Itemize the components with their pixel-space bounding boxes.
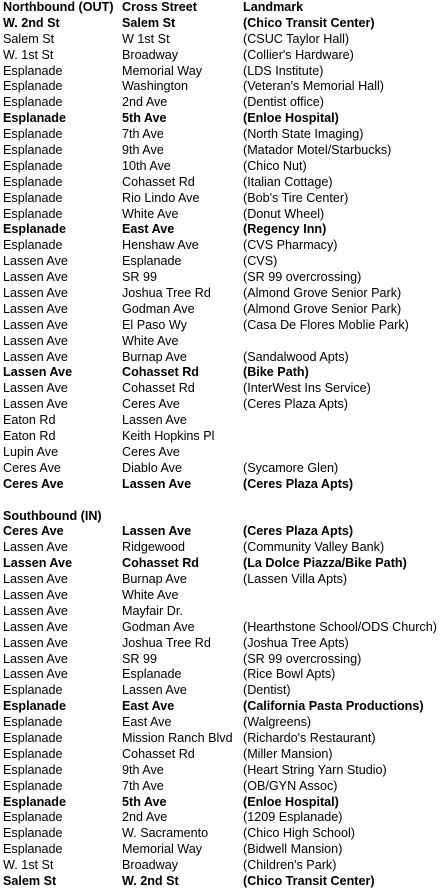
stop-landmark: (Bob's Tire Center) — [243, 190, 349, 205]
stop-cross-street: W. 2nd St — [122, 873, 179, 888]
stop-street: Lupin Ave — [3, 444, 59, 459]
stop-cross-street: Godman Ave — [122, 301, 195, 316]
stop-row — [0, 286, 444, 302]
stop-cross-street: White Ave — [122, 333, 179, 348]
stop-row — [0, 397, 444, 413]
stop-street: Esplanade — [3, 683, 63, 698]
stop-row — [0, 779, 444, 795]
stop-landmark: (Collier's Hardware) — [243, 47, 354, 62]
stop-cross-street: Memorial Way — [122, 842, 203, 857]
stop-street: Lassen Ave — [3, 603, 68, 618]
stop-row — [0, 254, 444, 270]
stop-cross-street: White Ave — [122, 587, 179, 602]
stop-cross-street: Washington — [122, 79, 189, 94]
stop-row — [0, 48, 444, 64]
stop-street: Lassen Ave — [3, 301, 68, 316]
stop-street: Lassen Ave — [3, 286, 68, 301]
stop-cross-street: Cohasset Rd — [122, 174, 195, 189]
stop-street: Lassen Ave — [3, 619, 68, 634]
stop-street: Eaton Rd — [3, 413, 56, 428]
stop-cross-street: Memorial Way — [122, 63, 203, 78]
stop-landmark: (OB/GYN Assoc) — [243, 778, 338, 793]
stop-landmark: (Sycamore Glen) — [243, 460, 339, 475]
stop-landmark: (Almond Grove Senior Park) — [243, 286, 402, 301]
stop-street: Salem St — [3, 873, 57, 888]
stop-landmark: (Hearthstone School/ODS Church) — [243, 619, 437, 634]
stop-row — [0, 207, 444, 223]
stop-row — [0, 445, 444, 461]
stop-cross-street: W. Sacramento — [122, 826, 209, 841]
stop-street: Esplanade — [3, 826, 63, 841]
stop-row — [0, 238, 444, 254]
stop-row — [0, 572, 444, 588]
stop-row — [0, 95, 444, 111]
stop-row — [0, 413, 444, 429]
stop-landmark: (Bike Path) — [243, 365, 309, 380]
stop-street: Esplanade — [3, 715, 63, 730]
stop-row — [0, 810, 444, 826]
stop-landmark: (Miller Mansion) — [243, 746, 333, 761]
stop-row — [0, 763, 444, 779]
stop-cross-street: Henshaw Ave — [122, 238, 199, 253]
stop-cross-street: 9th Ave — [122, 143, 164, 158]
stop-landmark: (California Pasta Productions) — [243, 699, 424, 714]
stop-row — [0, 143, 444, 159]
stop-street: Esplanade — [3, 190, 63, 205]
stop-cross-street: 7th Ave — [122, 778, 164, 793]
stop-cross-street: 7th Ave — [122, 127, 164, 142]
stop-cross-street: 5th Ave — [122, 794, 167, 809]
stop-street: Esplanade — [3, 95, 63, 110]
stop-street: Lassen Ave — [3, 317, 68, 332]
stop-row — [0, 620, 444, 636]
stop-street: Esplanade — [3, 174, 63, 189]
stop-cross-street: Esplanade — [122, 254, 182, 269]
northbound-stops — [0, 16, 444, 493]
stop-row — [0, 715, 444, 731]
stop-cross-street: Ceres Ave — [122, 444, 180, 459]
stop-landmark: (Chico Transit Center) — [243, 873, 375, 888]
stop-row — [0, 32, 444, 48]
stop-street: Esplanade — [3, 63, 63, 78]
stop-row — [0, 636, 444, 652]
stop-cross-street: 9th Ave — [122, 762, 164, 777]
stop-cross-street: W 1st St — [122, 31, 170, 46]
stop-street: Esplanade — [3, 158, 63, 173]
stop-street: Esplanade — [3, 699, 66, 714]
stop-row — [0, 381, 444, 397]
stop-landmark: (Heart String Yarn Studio) — [243, 762, 387, 777]
stop-row — [0, 683, 444, 699]
stop-street: W. 2nd St — [3, 15, 60, 30]
stop-cross-street: Ridgewood — [122, 540, 186, 555]
stop-street: Lassen Ave — [3, 635, 68, 650]
stop-cross-street: Cohasset Rd — [122, 365, 199, 380]
stop-landmark: (Donut Wheel) — [243, 206, 325, 221]
stop-cross-street: Cohasset Rd — [122, 381, 195, 396]
stop-landmark: (Lassen Villa Apts) — [243, 572, 348, 587]
southbound-header-row — [0, 509, 444, 525]
stop-landmark: (Richardo's Restaurant) — [243, 730, 376, 745]
stop-street: Lassen Ave — [3, 333, 68, 348]
stop-cross-street: 10th Ave — [122, 158, 171, 173]
stop-street: Lassen Ave — [3, 556, 73, 571]
stop-landmark: (Veteran's Memorial Hall) — [243, 79, 384, 94]
stop-row — [0, 79, 444, 95]
stop-row — [0, 461, 444, 477]
stop-cross-street: East Ave — [122, 222, 175, 237]
stop-landmark: (CVS Pharmacy) — [243, 238, 338, 253]
stop-row — [0, 16, 444, 32]
stop-landmark: (Matador Motel/Starbucks) — [243, 143, 392, 158]
stop-cross-street: Lassen Ave — [122, 413, 187, 428]
stop-street: Esplanade — [3, 778, 63, 793]
stop-landmark: (Community Valley Bank) — [243, 540, 385, 555]
stop-row — [0, 858, 444, 874]
stop-street: Lassen Ave — [3, 667, 68, 682]
stop-street: Lassen Ave — [3, 349, 68, 364]
stop-cross-street: Mission Ranch Blvd — [122, 730, 233, 745]
stop-street: Esplanade — [3, 842, 63, 857]
stop-cross-street: Broadway — [122, 47, 179, 62]
stop-row — [0, 588, 444, 604]
stop-cross-street: East Ave — [122, 715, 172, 730]
stop-landmark: (Almond Grove Senior Park) — [243, 301, 402, 316]
stop-street: Lassen Ave — [3, 254, 68, 269]
stop-row — [0, 540, 444, 556]
stop-landmark: (SR 99 overcrossing) — [243, 651, 362, 666]
stop-cross-street: Lassen Ave — [122, 476, 192, 491]
stop-street: Ceres Ave — [3, 460, 61, 475]
column-header-row — [0, 0, 444, 16]
stop-cross-street: Ceres Ave — [122, 397, 180, 412]
stop-row — [0, 127, 444, 143]
stop-landmark: (Ceres Plaza Apts) — [243, 524, 354, 539]
stop-row — [0, 111, 444, 127]
stop-cross-street: Joshua Tree Rd — [122, 286, 211, 301]
stop-cross-street: Cohasset Rd — [122, 746, 195, 761]
stop-street: W. 1st St — [3, 858, 54, 873]
stop-landmark: (CSUC Taylor Hall) — [243, 31, 350, 46]
stop-row — [0, 731, 444, 747]
stop-street: Lassen Ave — [3, 587, 68, 602]
stop-cross-street: Esplanade — [122, 667, 182, 682]
stop-landmark: (Children's Park) — [243, 858, 337, 873]
stop-row — [0, 270, 444, 286]
stop-row — [0, 175, 444, 191]
stop-street: Esplanade — [3, 206, 63, 221]
stop-cross-street: Joshua Tree Rd — [122, 635, 211, 650]
stop-row — [0, 556, 444, 572]
stop-street: Esplanade — [3, 794, 66, 809]
header-cross-street: Cross Street — [122, 0, 197, 14]
stop-row — [0, 350, 444, 366]
stop-cross-street: Burnap Ave — [122, 349, 187, 364]
stop-landmark: (Regency Inn) — [243, 222, 327, 237]
stop-cross-street: Salem St — [122, 15, 176, 30]
stop-street: Esplanade — [3, 810, 63, 825]
stop-street: Ceres Ave — [3, 524, 64, 539]
stop-row — [0, 652, 444, 668]
stop-landmark: (SR 99 overcrossing) — [243, 270, 362, 285]
stop-landmark: (La Dolce Piazza/Bike Path) — [243, 556, 407, 571]
stop-landmark: (Dentist office) — [243, 95, 324, 110]
stop-cross-street: SR 99 — [122, 270, 158, 285]
header-landmark: Landmark — [243, 0, 304, 14]
stop-street: Esplanade — [3, 222, 66, 237]
stop-landmark: (Italian Cottage) — [243, 174, 333, 189]
stop-landmark: (Sandalwood Apts) — [243, 349, 349, 364]
stop-row — [0, 874, 444, 890]
stop-cross-street: Broadway — [122, 858, 179, 873]
stop-row — [0, 795, 444, 811]
stop-street: Lassen Ave — [3, 365, 73, 380]
stop-row — [0, 302, 444, 318]
stop-cross-street: Lassen Ave — [122, 524, 192, 539]
stop-landmark: (1209 Esplanade) — [243, 810, 343, 825]
stop-cross-street: 2nd Ave — [122, 95, 168, 110]
section-spacer — [0, 493, 444, 509]
stop-row — [0, 191, 444, 207]
southbound-header: Southbound (IN) — [3, 508, 102, 523]
stop-row — [0, 604, 444, 620]
stop-street: Esplanade — [3, 762, 63, 777]
stop-row — [0, 699, 444, 715]
stop-cross-street: Diablo Ave — [122, 460, 182, 475]
stop-street: Salem St — [3, 31, 55, 46]
stop-landmark: (InterWest Ins Service) — [243, 381, 371, 396]
stop-street: Esplanade — [3, 238, 63, 253]
stop-row — [0, 477, 444, 493]
stop-row — [0, 64, 444, 80]
stop-cross-street: 2nd Ave — [122, 810, 168, 825]
stop-street: Esplanade — [3, 730, 63, 745]
stop-cross-street: Mayfair Dr. — [122, 603, 183, 618]
stop-street: Lassen Ave — [3, 651, 68, 666]
header-direction: Northbound (OUT) — [3, 0, 114, 14]
stop-landmark: (Enloe Hospital) — [243, 794, 339, 809]
stop-landmark: (Casa De Flores Moblie Park) — [243, 317, 409, 332]
stop-street: Esplanade — [3, 746, 63, 761]
stop-row — [0, 334, 444, 350]
stop-cross-street: Burnap Ave — [122, 572, 187, 587]
stop-landmark: (Ceres Plaza Apts) — [243, 397, 348, 412]
stop-landmark: (CVS) — [243, 254, 278, 269]
stop-cross-street: Cohasset Rd — [122, 556, 199, 571]
stop-landmark: (Joshua Tree Apts) — [243, 635, 349, 650]
stop-row — [0, 826, 444, 842]
stop-row — [0, 842, 444, 858]
stop-landmark: (Enloe Hospital) — [243, 111, 339, 126]
stop-row — [0, 667, 444, 683]
stop-cross-street: Godman Ave — [122, 619, 195, 634]
stop-landmark: (Chico Nut) — [243, 158, 307, 173]
stop-street: Lassen Ave — [3, 540, 68, 555]
stop-cross-street: White Ave — [122, 206, 179, 221]
stop-cross-street: Keith Hopkins Pl — [122, 429, 215, 444]
stop-landmark: (Chico High School) — [243, 826, 355, 841]
stop-street: Eaton Rd — [3, 429, 56, 444]
stop-street: Esplanade — [3, 143, 63, 158]
stop-landmark: (Walgreens) — [243, 715, 312, 730]
stop-street: W. 1st St — [3, 47, 54, 62]
stop-cross-street: East Ave — [122, 699, 175, 714]
stop-cross-street: Lassen Ave — [122, 683, 187, 698]
stop-cross-street: SR 99 — [122, 651, 158, 666]
stop-row — [0, 747, 444, 763]
stop-street: Lassen Ave — [3, 381, 68, 396]
stop-street: Lassen Ave — [3, 397, 68, 412]
stop-row — [0, 318, 444, 334]
stop-landmark: (Dentist) — [243, 683, 291, 698]
stop-landmark: (Ceres Plaza Apts) — [243, 476, 354, 491]
stop-row — [0, 159, 444, 175]
stop-landmark: (Chico Transit Center) — [243, 15, 375, 30]
stop-landmark: (Rice Bowl Apts) — [243, 667, 336, 682]
stop-street: Lassen Ave — [3, 572, 68, 587]
stop-cross-street: Rio Lindo Ave — [122, 190, 200, 205]
stop-row — [0, 429, 444, 445]
stop-street: Esplanade — [3, 79, 63, 94]
stop-landmark: (North State Imaging) — [243, 127, 364, 142]
southbound-stops — [0, 524, 444, 889]
stop-cross-street: 5th Ave — [122, 111, 167, 126]
stop-landmark: (LDS Institute) — [243, 63, 324, 78]
stop-street: Esplanade — [3, 111, 66, 126]
stop-row — [0, 524, 444, 540]
stop-landmark: (Bidwell Mansion) — [243, 842, 343, 857]
stop-cross-street: El Paso Wy — [122, 317, 187, 332]
stop-street: Esplanade — [3, 127, 63, 142]
stop-street: Ceres Ave — [3, 476, 64, 491]
stop-street: Lassen Ave — [3, 270, 68, 285]
stop-row — [0, 365, 444, 381]
stop-row — [0, 222, 444, 238]
